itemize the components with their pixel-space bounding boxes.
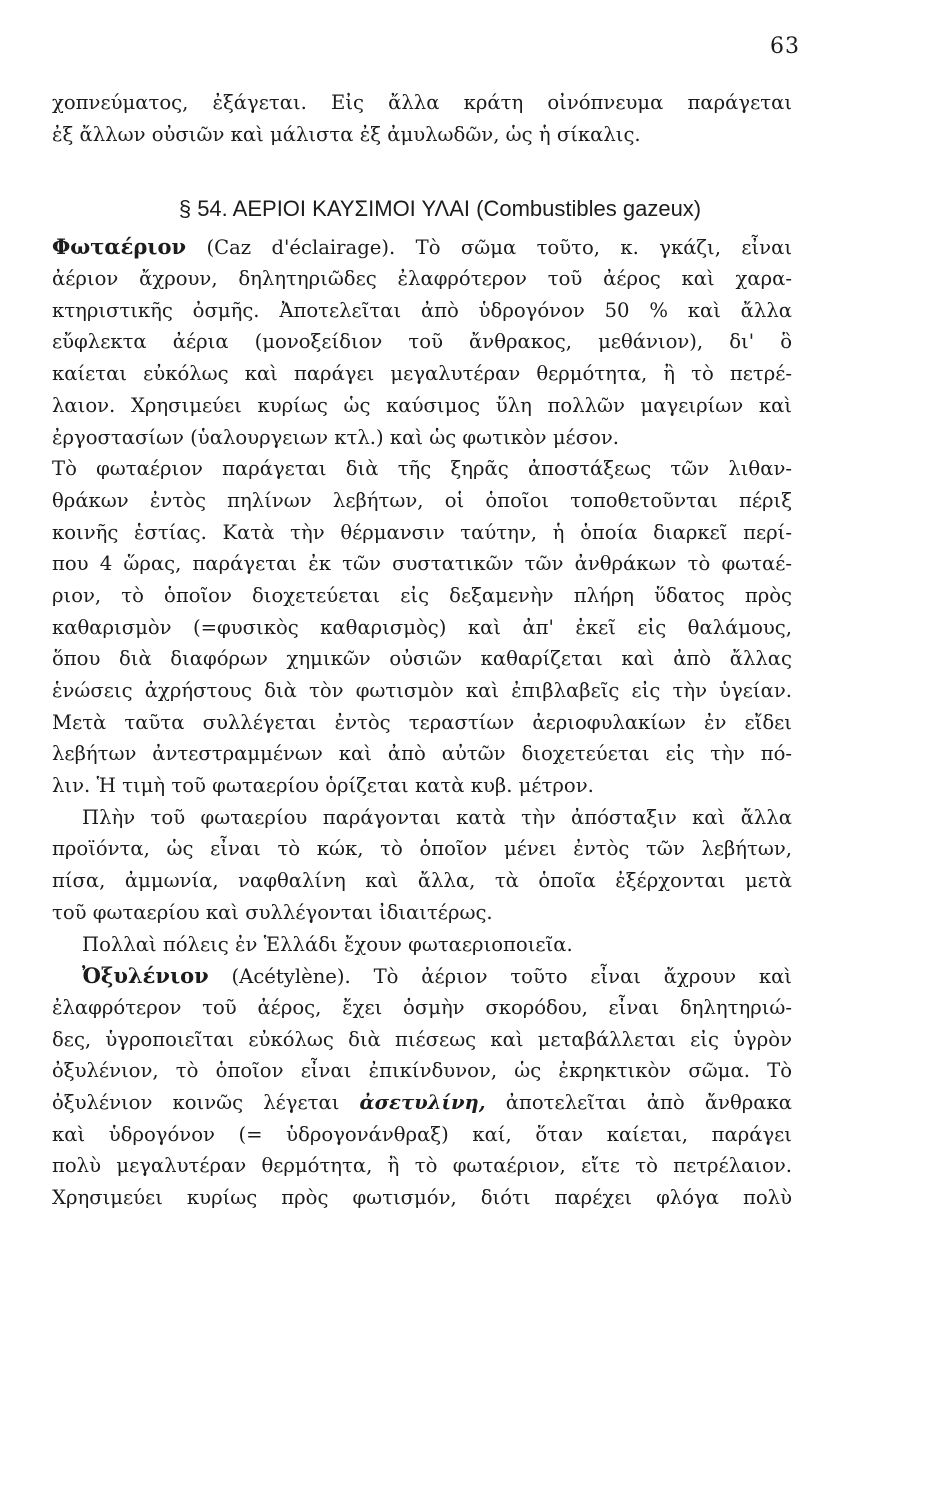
section-heading: § 54. ΑΕΡΙΟΙ ΚΑΥΣΙΜΟΙ ΥΛΑΙ (Combustibles gazeux): [178, 196, 702, 222]
body-line: τοῦ φωταερίου καὶ συλλέγονται ἰδιαιτέρως.: [52, 900, 493, 924]
body-line: Πολλαὶ πόλεις ἐν Ἑλλάδι ἔχουν φωταεριοποιεῖα.: [82, 932, 573, 956]
body-line: καθαρισμὸν (=φυσικὸς καθαρισμὸς) καὶ ἀπ' ἐκεῖ εἰς θαλάμους,: [52, 615, 792, 639]
body-text: (Caz d'éclairage). Τὸ σῶμα τοῦτο, κ. γκάζι, εἶναι: [186, 236, 792, 260]
term-acetylene: Ὀξυλένιον: [82, 963, 209, 989]
body-line: ἐλαφρότερον τοῦ ἀέρος, ἔχει ὀσμὴν σκορόδου, εἶναι δηλητηριώ-: [52, 995, 792, 1019]
body-line: χοπνεύματος, ἐξάγεται. Εἰς ἄλλα κράτη οἰνόπνευμα παράγεται: [52, 91, 792, 114]
body-line: λεβήτων ἀντεστραμμένων καὶ ἀπὸ αὐτῶν διοχετεύεται εἰς τὴν πό-: [52, 742, 792, 766]
page-body: [52, 87, 792, 1214]
body-line: ἀέριον ἄχρουν, δηλητηριῶδες ἐλαφρότερον τοῦ ἀέρος καὶ χαρα-: [52, 267, 792, 291]
body-line: καὶ ὑδρογόνον (= ὑδρογονάνθραξ) καί, ὅταν καίεται, παράγει: [52, 1122, 792, 1146]
body-line: Τὸ φωταέριον παράγεται διὰ τῆς ξηρᾶς ἀποστάξεως τῶν λιθαν-: [52, 457, 792, 481]
body-line: λαιον. Χρησιμεύει κυρίως ὡς καύσιμος ὕλη πολλῶν μαγειρίων καὶ: [52, 393, 792, 417]
body-line: ὅπου διὰ διαφόρων χημικῶν οὐσιῶν καθαρίζεται καὶ ἀπὸ ἄλλας: [52, 647, 792, 671]
body-line: ἐξ ἄλλων οὐσιῶν καὶ μάλιστα ἐξ ἀμυλωδῶν, ὡς ἡ σίκαλις.: [52, 122, 641, 146]
body-line: ἐργοστασίων (ὑαλουργειων κτλ.) καὶ ὡς φωτικὸν μέσον.: [52, 425, 620, 449]
body-line: [52, 960, 792, 992]
body-line: κοινῆς ἑστίας. Κατὰ τὴν θέρμανσιν ταύτην, ἡ ὁποία διαρκεῖ περί-: [52, 520, 792, 544]
body-line: λιν. Ἡ τιμὴ τοῦ φωταερίου ὁρίζεται κατὰ κυβ. μέτρον.: [52, 774, 594, 798]
body-line: δες, ὑγροποιεῖται εὐκόλως διὰ πιέσεως καὶ μεταβάλλεται εἰς ὑγρὸν: [52, 1027, 792, 1051]
body-line: Μετὰ ταῦτα συλλέγεται ἐντὸς τεραστίων ἀεριοφυλακίων ἐν εἴδει: [52, 710, 792, 734]
body-line: ριον, τὸ ὁποῖον διοχετεύεται εἰς δεξαμενὴν πλήρη ὕδατος πρὸς: [52, 583, 792, 607]
term-gas: Φωταέριον: [52, 234, 187, 260]
body-text: ὀξυλένιον κοινῶς λέγεται: [52, 1090, 360, 1114]
italic-term: ἀσετυλίνη,: [359, 1090, 486, 1114]
body-text: (Acétylène). Τὸ ἀέριον τοῦτο εἶναι ἄχρουν καὶ: [208, 965, 792, 989]
body-line: εὔφλεκτα ἀέρια (μονοξείδιον τοῦ ἄνθρακος, μεθάνιον), δι' ὃ: [52, 330, 792, 354]
page-number: 63: [770, 34, 800, 59]
body-line: προϊόντα, ὡς εἶναι τὸ κώκ, τὸ ὁποῖον μένει ἐντὸς τῶν λεβήτων,: [52, 837, 792, 861]
body-line: κτηριστικῆς ὀσμῆς. Ἀποτελεῖται ἀπὸ ὑδρογόνον 50 % καὶ ἄλλα: [52, 298, 792, 322]
body-line: ὀξυλένιον, τὸ ὁποῖον εἶναι ἐπικίνδυνον, ὡς ἐκρηκτικὸν σῶμα. Τὸ: [52, 1059, 792, 1083]
body-line: πολὺ μεγαλυτέραν θερμότητα, ἢ τὸ φωταέριον, εἴτε τὸ πετρέλαιον.: [52, 1154, 792, 1178]
body-line: πίσα, ἀμμωνία, ναφθαλίνη καὶ ἄλλα, τὰ ὁποῖα ἐξέρχονται μετὰ: [52, 869, 792, 893]
body-line: Χρησιμεύει κυρίως πρὸς φωτισμόν, διότι παρέχει φλόγα πολὺ: [52, 1186, 792, 1209]
body-text: ἀποτελεῖται ἀπὸ ἄνθρακα: [485, 1090, 792, 1114]
body-line: [52, 1087, 792, 1119]
body-line: που 4 ὥρας, παράγεται ἐκ τῶν συστατικῶν τῶν ἀνθράκων τὸ φωταέ-: [52, 552, 792, 576]
body-line: ἑνώσεις ἀχρήστους διὰ τὸν φωτισμὸν καὶ ἐπιβλαβεῖς εἰς τὴν ὑγείαν.: [52, 679, 792, 702]
body-line: καίεται εὐκόλως καὶ παράγει μεγαλυτέραν θερμότητα, ἢ τὸ πετρέ-: [52, 362, 792, 386]
body-line: θράκων ἐντὸς πηλίνων λεβήτων, οἱ ὁποῖοι τοποθετοῦνται πέριξ: [52, 488, 792, 512]
body-line: [52, 231, 792, 263]
body-line: Πλὴν τοῦ φωταερίου παράγονται κατὰ τὴν ἀπόσταξιν καὶ ἄλλα: [82, 805, 792, 829]
